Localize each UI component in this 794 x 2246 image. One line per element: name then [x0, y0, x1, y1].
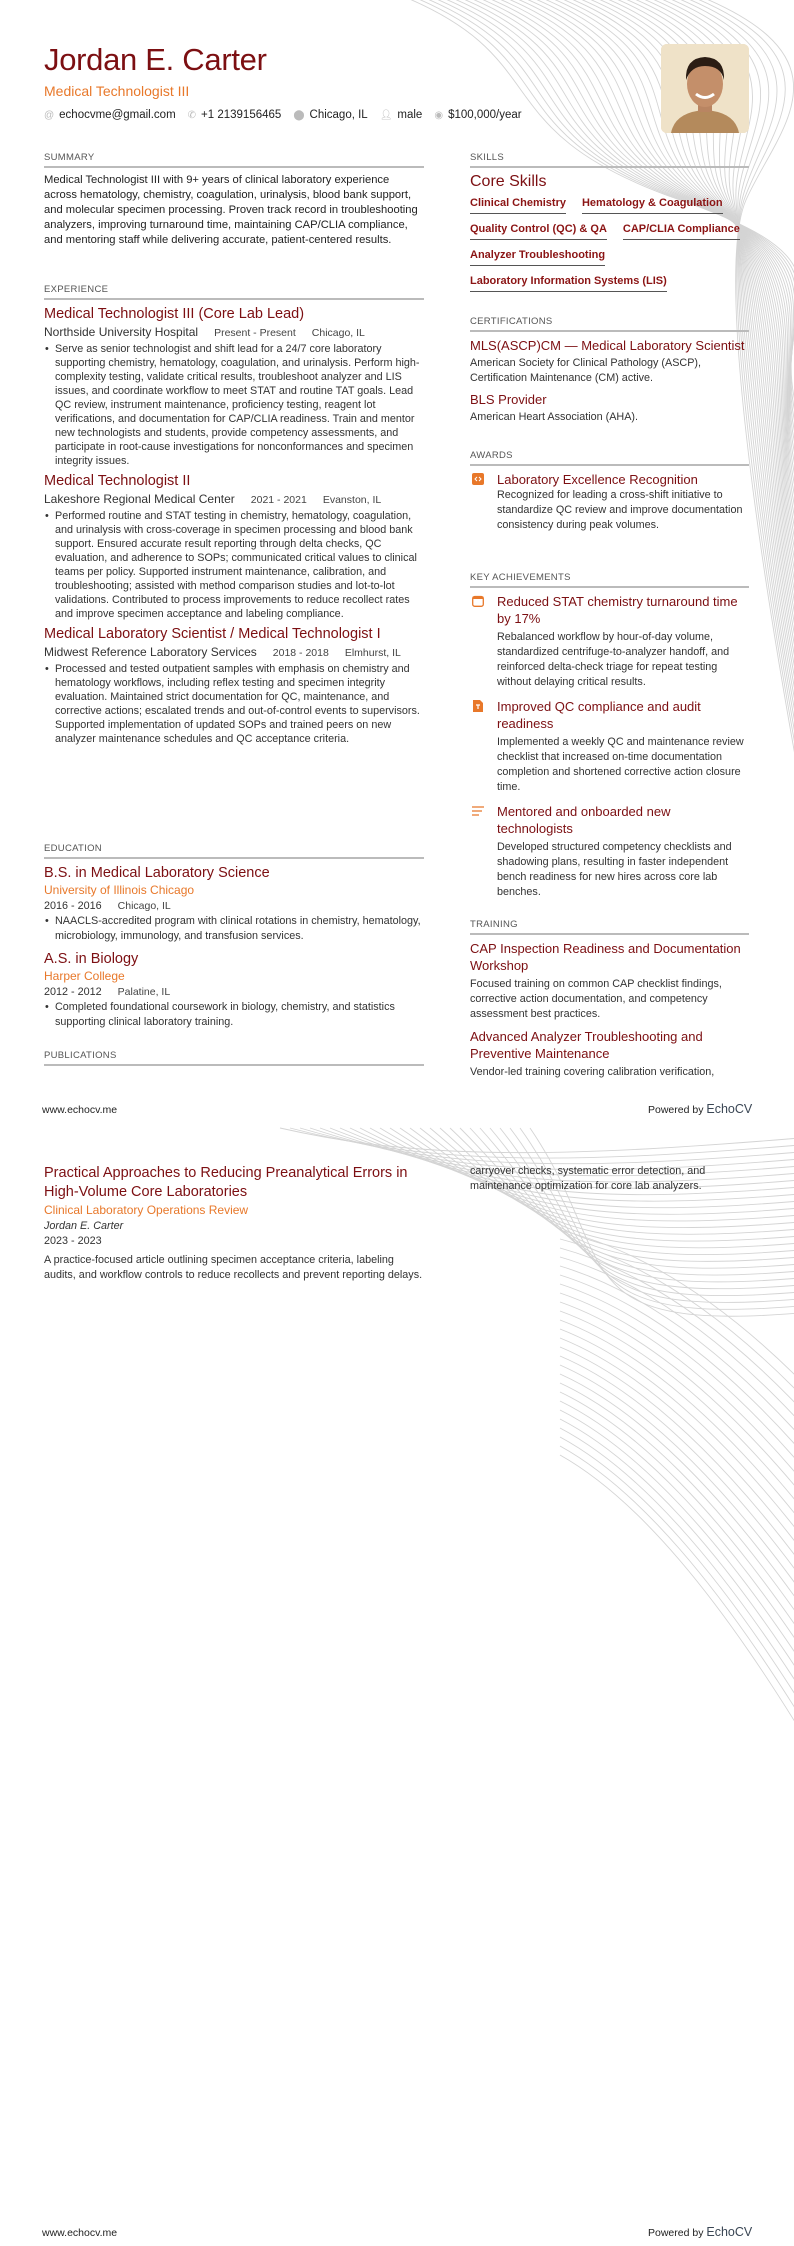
wave-line	[560, 1374, 794, 1604]
achievement-item	[470, 593, 749, 690]
wave-line	[520, 1128, 794, 1309]
section-label: AWARDS	[470, 450, 749, 466]
powered-by-text: Powered by	[648, 1104, 704, 1116]
achievement-title: Mentored and onboarded new technologists	[497, 804, 671, 836]
summary-section	[44, 152, 424, 248]
job-dates: 2018 - 2018	[272, 647, 329, 659]
school: Harper College	[44, 969, 125, 983]
experience-item	[44, 625, 424, 746]
publication-title: Practical Approaches to Reducing Preanalytical Errors in High-Volume Core Laboratories	[44, 1165, 408, 1200]
degree: B.S. in Medical Laboratory Science	[44, 865, 270, 881]
experience-item	[44, 472, 424, 621]
section-label: KEY ACHIEVEMENTS	[470, 572, 749, 588]
achievement-desc: Implemented a weekly QC and maintenance review checklist that increased on-time documentation completion and shortened corrective action closure time.	[497, 736, 744, 793]
wave-line	[530, 1128, 794, 1316]
brand-logo: EchoCV	[706, 2225, 753, 2239]
wave-line	[560, 1347, 794, 1562]
edu-bullet: • NAACLS-accredited program with clinical rotations in chemistry, hematology, microbiology, immunology, and transfusion services.	[44, 914, 424, 944]
list-icon	[472, 805, 484, 817]
achievement-desc: Rebalanced workflow by hour-of-day volume, standardized centrifuge-to-analyzer handoff, and reinforced delta-check triage for repeat testing without delaying critical results.	[497, 631, 730, 688]
job-location: Evanston, IL	[322, 494, 382, 506]
wave-line	[560, 1284, 794, 1464]
skill-tag: CAP/CLIA Compliance	[623, 223, 740, 240]
publication-desc: A practice-focused article outlining specimen acceptance criteria, labeling audits, and workflow controls to reduce recollects and prevent reporting delays.	[44, 1254, 423, 1281]
document-icon	[472, 700, 484, 712]
publication-item	[44, 1164, 424, 1283]
skill-tag: Hematology & Coagulation	[582, 197, 723, 214]
wave-line	[490, 1128, 794, 1289]
training-desc: Focused training on common CAP checklist findings, corrective action documentation, and competency assessment best practices.	[470, 978, 722, 1020]
job-dates: 2021 - 2021	[250, 494, 307, 506]
contact-phone[interactable]: ✆ +1 2139156465	[187, 109, 282, 121]
job-title: Medical Technologist III (Core Lab Lead)	[44, 306, 305, 322]
wave-line	[460, 1128, 794, 1268]
contact-gender: 👤︎ male	[379, 109, 423, 121]
training-section	[470, 919, 749, 1080]
candidate-name: Jordan E. Carter	[44, 42, 267, 77]
skill-tags	[470, 197, 749, 292]
wave-line	[470, 1128, 794, 1275]
publication-author: Jordan E. Carter	[44, 1220, 124, 1232]
training-title: Advanced Analyzer Troubleshooting and Preventive Maintenance	[470, 1029, 703, 1061]
wave-line	[560, 1329, 794, 1534]
wave-line	[290, 1128, 794, 1158]
cert-title: BLS Provider	[470, 392, 547, 407]
section-label: TRAINING	[470, 919, 749, 935]
wave-line	[560, 1455, 794, 1730]
edu-location: Palatine, IL	[117, 986, 171, 998]
wave-line	[560, 1410, 794, 1660]
footer-website[interactable]: www.echocv.me	[42, 2227, 118, 2239]
training-desc: Vendor-led training covering calibration verification,	[470, 1066, 715, 1078]
certifications-section	[470, 316, 749, 425]
wave-line	[300, 1128, 794, 1164]
wave-line	[560, 1230, 794, 1380]
section-label: PUBLICATIONS	[44, 1050, 424, 1066]
at-icon: @	[44, 110, 55, 121]
edu-dates: 2016 - 2016	[44, 900, 102, 912]
award-icon	[472, 473, 484, 485]
skill-tag: Laboratory Information Systems (LIS)	[470, 275, 667, 292]
achievement-title: Improved QC compliance and audit readiness	[497, 699, 701, 731]
avatar	[661, 44, 749, 133]
section-label: EXPERIENCE	[44, 284, 424, 300]
job-location: Chicago, IL	[311, 327, 365, 339]
education-section	[44, 843, 424, 1030]
skills-section	[470, 152, 749, 292]
company: Lakeshore Regional Medical Center	[44, 492, 235, 506]
award-item	[470, 471, 749, 533]
salary-icon: ◉	[434, 110, 444, 121]
experience-item	[44, 305, 424, 468]
cert-desc: American Society for Clinical Pathology (ASCP), Certification Maintenance (CM) active.	[470, 357, 702, 384]
wave-line	[480, 1128, 794, 1282]
edu-meta	[44, 899, 424, 914]
wave-line	[560, 1392, 794, 1632]
education-item	[44, 864, 424, 944]
publication-journal: Clinical Laboratory Operations Review	[44, 1203, 249, 1217]
candidate-title: Medical Technologist III	[44, 83, 190, 99]
wave-line	[560, 1401, 794, 1646]
wave-line	[560, 1383, 794, 1618]
degree: A.S. in Biology	[44, 951, 139, 967]
publications-section	[44, 1050, 424, 1071]
training-continued	[470, 1164, 749, 1194]
footer-powered[interactable]	[648, 1102, 752, 1116]
job-meta	[44, 490, 424, 509]
location-icon: ⬤	[293, 110, 305, 121]
company: Northside University Hospital	[44, 325, 199, 339]
achievement-title: Reduced STAT chemistry turnaround time by 17%	[497, 594, 738, 626]
education-item	[44, 950, 424, 1030]
contact-email[interactable]: @ echocvme@gmail.com	[44, 109, 176, 121]
contact-location: ⬤ Chicago, IL	[293, 109, 368, 121]
awards-section	[470, 450, 749, 541]
contact-list	[44, 109, 522, 121]
company: Midwest Reference Laboratory Services	[44, 645, 257, 659]
skill-tag: Clinical Chemistry	[470, 197, 566, 214]
job-location: Elmhurst, IL	[344, 647, 401, 659]
wave-line	[560, 1419, 794, 1674]
footer-powered[interactable]	[648, 2225, 752, 2239]
publication-dates: 2023 - 2023	[44, 1235, 102, 1247]
job-bullet: • Performed routine and STAT testing in chemistry, hematology, coagulation, and urinalysis with cross-coverage in specimen processing and blood bank support. Ensured accurate result reporting through delta checks, QC evaluation, and adherence to SOPs; communicated critical values to clinical teams per policy. Supported instrument maintenance, calibration, and troubleshooting; assisted with method comparison studies and lot-to-lot validations. Contributed to process improvements to reduce recollect rates and improve specimen acceptance and labeling compliance.	[44, 509, 424, 621]
wave-line	[560, 1446, 794, 1716]
job-meta	[44, 643, 424, 662]
job-title: Medical Technologist II	[44, 473, 191, 489]
phone-icon: ✆	[187, 110, 197, 121]
achievements-section	[470, 572, 749, 908]
wave-line	[450, 1128, 794, 1261]
edu-bullet: • Completed foundational coursework in biology, chemistry, and statistics supporting clinical laboratory training.	[44, 1000, 424, 1030]
person-icon: 👤︎	[379, 110, 393, 121]
school: University of Illinois Chicago	[44, 883, 195, 897]
wave-line	[560, 1320, 794, 1520]
footer-website[interactable]: www.echocv.me	[42, 1104, 118, 1116]
brand-logo: EchoCV	[706, 1102, 753, 1116]
edu-dates: 2012 - 2012	[44, 986, 102, 998]
cert-title: MLS(ASCP)CM — Medical Laboratory Scientist	[470, 338, 745, 353]
wave-line	[560, 1266, 794, 1436]
training-title: CAP Inspection Readiness and Documentation Workshop	[470, 941, 741, 973]
skill-tag: Analyzer Troubleshooting	[470, 249, 605, 266]
award-title: Laboratory Excellence Recognition	[497, 472, 698, 487]
achievement-desc: Developed structured competency checklists and shadowing plans, resulting in faster independent bench readiness for new hires across core lab benches.	[497, 841, 732, 898]
skill-tag: Quality Control (QC) & QA	[470, 223, 607, 240]
calendar-icon	[472, 595, 484, 607]
edu-location: Chicago, IL	[117, 900, 171, 912]
achievement-item	[470, 803, 749, 900]
section-label: CERTIFICATIONS	[470, 316, 749, 332]
section-label: EDUCATION	[44, 843, 424, 859]
section-label: SUMMARY	[44, 152, 424, 168]
summary-text: Medical Technologist III with 9+ years of clinical laboratory experience across hematology, chemistry, coagulation, urinalysis, blood bank support, and molecular specimen processing. Proven track record in troubleshooting analyzers, improving turnaround time, maintaining CAP/CLIA compliance, and mentoring staff while delivering accurate, patient-centered results.	[44, 174, 418, 246]
wave-line	[280, 1128, 794, 1153]
wave-line	[510, 1128, 794, 1302]
wave-line	[500, 1128, 794, 1296]
experience-section	[44, 284, 424, 746]
wave-line	[560, 1356, 794, 1576]
wave-line	[560, 1437, 794, 1702]
wave-line	[560, 1293, 794, 1478]
job-bullet: • Serve as senior technologist and shift lead for a 24/7 core laboratory supporting chemistry, hematology, coagulation, and urinalysis. Perform high-complexity testing, validate critical results, troubleshoot analyzer and LIS issues, and coordinate workflow to meet STAT and routine TAT goals. Lead QC review, instrument maintenance, proficiency testing, reagent lot verifications, and documentation for CAP/CLIA readiness. Train and mentor new technologists and students, provide competency assessments, and participate in root-cause investigations for nonconformances and specimen integrity issues.	[44, 342, 424, 468]
wave-line	[560, 1365, 794, 1590]
contact-salary: ◉ $100,000/year	[434, 109, 522, 121]
skills-heading: Core Skills	[470, 173, 547, 190]
job-meta	[44, 323, 424, 342]
training-desc: carryover checks, systematic error detection, and maintenance optimization for core lab analyzers.	[470, 1165, 706, 1192]
achievement-item	[470, 698, 749, 795]
job-dates: Present - Present	[214, 327, 296, 339]
wave-line	[560, 1302, 794, 1492]
wave-line	[560, 1428, 794, 1688]
section-label: SKILLS	[470, 152, 749, 168]
wave-line	[560, 1257, 794, 1422]
wave-line	[560, 1338, 794, 1548]
wave-line	[560, 1311, 794, 1506]
wave-line	[560, 1239, 794, 1394]
wave-line	[560, 1275, 794, 1450]
wave-line	[560, 1248, 794, 1408]
powered-by-text: Powered by	[648, 2227, 704, 2239]
job-title: Medical Laboratory Scientist / Medical Technologist I	[44, 626, 381, 642]
job-bullet: • Processed and tested outpatient samples with emphasis on chemistry and hematology workflows, including reflex testing and specimen integrity evaluation. Maintained strict documentation for QC, maintenance, and corrective actions; escalated trends and out-of-control events to supervisors. Supported implementation of updated SOPs and trained peers on new analyzer maintenance schedules and QC acceptance criteria.	[44, 662, 424, 746]
cert-desc: American Heart Association (AHA).	[470, 411, 639, 423]
edu-meta	[44, 985, 424, 1000]
award-desc: Recognized for leading a cross-shift initiative to standardize QC review and improve documentation consistency during peak volumes.	[497, 489, 743, 531]
